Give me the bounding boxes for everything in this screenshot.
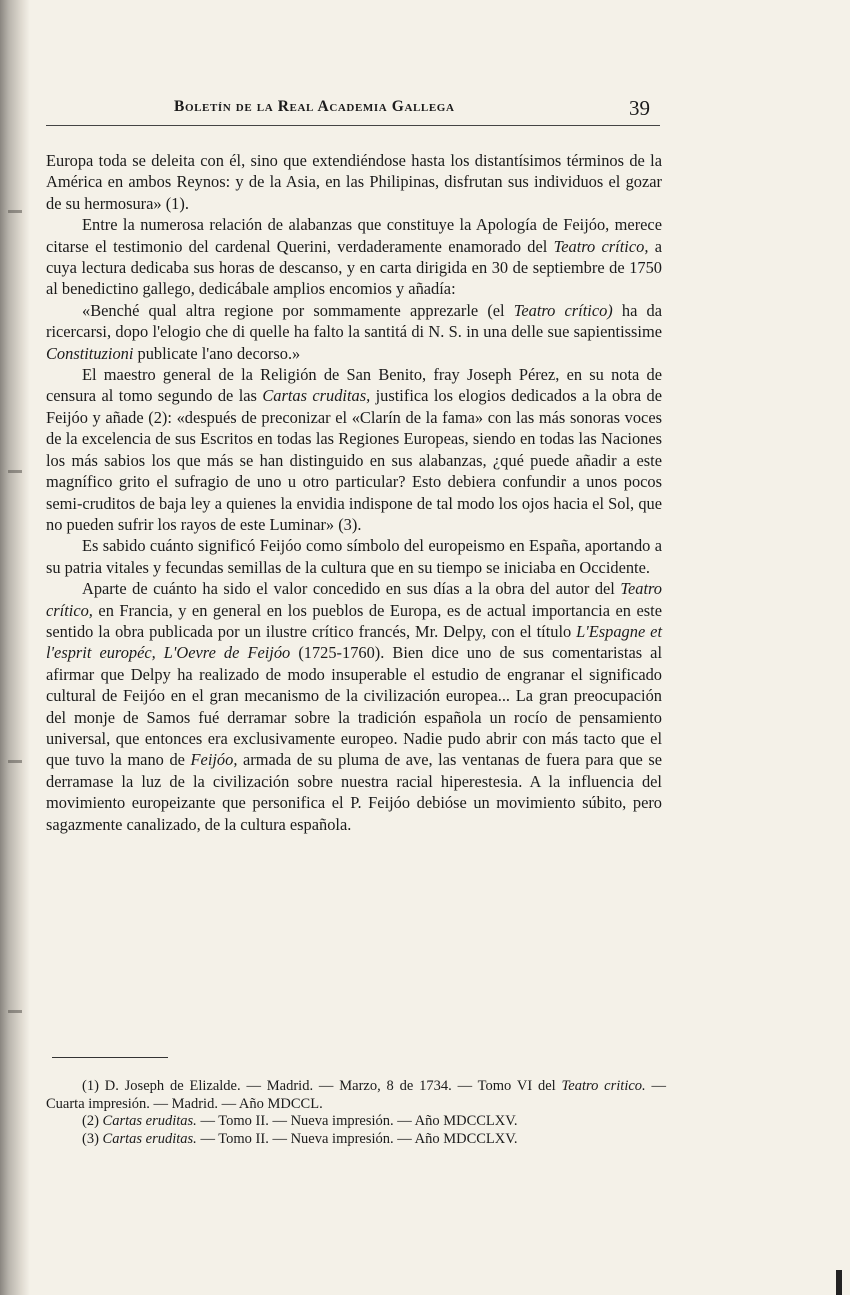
footnote-3 xyxy=(46,1131,666,1149)
page-edge-mark xyxy=(836,1270,842,1295)
italic-title: Teatro crítico, xyxy=(553,236,649,256)
binding-speck xyxy=(8,760,22,763)
text-run: Es sabido cuánto significó Feijóo como símbolo del europeismo en España, aportando a su patria vitales y fecundas semillas de la cultura que en su tiempo se iniciaba en Occidente. xyxy=(46,536,662,577)
text-run: Europa toda se deleita con él, sino que extendiéndose hasta los distantísimos términos de la América en ambos Reynos: y de la Asia, en las Philipinas, disfrutan sus individuos el gozar de su hermosura» (1). xyxy=(46,151,662,213)
footnote-1 xyxy=(46,1078,666,1113)
italic-title: L'Espagne et l'esprit européc, L'Oevre de Feijóo xyxy=(46,621,662,663)
text-run: — Cuarta impresión. — Madrid. — Año MDCCL. xyxy=(46,1078,666,1112)
text-run: publicate l'ano decorso.» xyxy=(133,343,301,363)
text-run: a cuya lectura dedicaba sus horas de descanso, y en carta dirigida en 30 de septiembre de 1750 al benedictino gallego, dedicábale amplios encomios y añadía: xyxy=(46,236,662,299)
running-title: Boletín de la Real Academia Gallega xyxy=(174,98,455,115)
italic-title: Constituzioni xyxy=(46,343,134,363)
paragraph-1 xyxy=(46,150,662,214)
paragraph-5 xyxy=(46,535,662,578)
paragraph-4 xyxy=(46,364,662,535)
page-header xyxy=(46,96,660,124)
text-run: «Benché qual altra regione por sommamente apprezarle (el xyxy=(82,300,514,320)
text-run: (1) D. Joseph de Elizalde. — Madrid. — Marzo, 8 de 1734. — Tomo VI del xyxy=(82,1078,562,1094)
text-run: en Francia, y en general en los pueblos de Europa, es de actual importancia en este sentido la obra publicada por un ilustre crítico francés, Mr. Delpy, con el título xyxy=(46,600,662,641)
footnote-2 xyxy=(46,1113,666,1131)
text-run: — Tomo II. — Nueva impresión. — Año MDCCLXV. xyxy=(196,1130,518,1147)
footnote-rule xyxy=(52,1057,168,1058)
text-run: Entre la numerosa relación de alabanzas que constituye la Apología de Feijóo, merece citarse el testimonio del cardenal Querini, verdaderamente enamorado del xyxy=(46,215,662,256)
italic-title: Feijóo, xyxy=(190,750,238,770)
paragraph-6 xyxy=(46,578,662,835)
italic-title: Teatro crítico, xyxy=(46,579,662,620)
italic-title: Teatro crítico) xyxy=(513,300,613,320)
italic-title: Cartas cruditas, xyxy=(262,386,371,406)
text-run: (1725-1760). Bien dice uno de sus comentaristas al afirmar que Delpy ha realizado de modo insuperable el estudio de engranar el significado cultural de Feijóo en el gran mecanismo de la civilización europea... La gran preocupación del monje de Samos fué derramar sobre la tradición española un rocío de pensamiento universal, que entonces era exclusivamente europeo. Nadie pudo abrir con más tacto que el que tuvo la mano de xyxy=(46,643,663,770)
body-text xyxy=(46,150,662,835)
page-number: 39 xyxy=(629,96,650,120)
text-run: (3) xyxy=(82,1130,103,1147)
book-binding-shadow xyxy=(0,0,30,1295)
italic-title: Cartas eruditas. xyxy=(102,1130,197,1147)
footnotes xyxy=(46,1078,666,1148)
text-run: armada de su pluma de ave, las ventanas de fuera para que se derramase la luz de la civilización sobre nuestra racial hiperestesia. A la influencia del movimiento europeizante que personifica el P. Feijóo debióse un movimiento súbito, pero sagazmente canalizado, de la cultura española. xyxy=(46,750,662,834)
italic-title: Cartas eruditas. xyxy=(102,1113,197,1129)
text-run: Aparte de cuánto ha sido el valor concedido en sus días a la obra del autor del xyxy=(82,579,621,599)
text-run: justifica los elogios dedicados a la obra de Feijóo y añade (2): «después de preconizar el «Clarín de la fama» con las más sonoras voces de la excelencia de sus Escritos en todas las Regiones Europeas, siendo en todas las Naciones los más sabios los que más se han distinguido en sus alabanzas, ¿qué puede añadir a este magnífico grito el sufragio de uno u otro particular? Esto debiera confundir a unos pocos semi-cruditos de baja ley a quienes la envidia indispone de tal modo los ojos hacia el Sol, que no pueden sufrir los rayos de este Luminar» (3). xyxy=(46,386,663,534)
binding-speck xyxy=(8,210,22,213)
text-run: El maestro general de la Religión de San Benito, fray Joseph Pérez, en su nota de censura al tomo segundo de las xyxy=(46,365,662,406)
text-run: — Tomo II. — Nueva impresión. — Año MDCCLXV. xyxy=(196,1113,518,1129)
paragraph-2 xyxy=(46,214,662,300)
paragraph-3-quote xyxy=(46,300,662,364)
binding-speck xyxy=(8,1010,22,1013)
text-run: (2) xyxy=(82,1113,103,1129)
binding-speck xyxy=(8,470,22,473)
header-rule xyxy=(46,125,660,126)
italic-title: Teatro critico. xyxy=(561,1078,646,1094)
text-run: ha da ricercarsi, dopo l'elogio che di quelle ha falto la santitá di N. S. in una delle sue sapientissime xyxy=(46,300,662,342)
